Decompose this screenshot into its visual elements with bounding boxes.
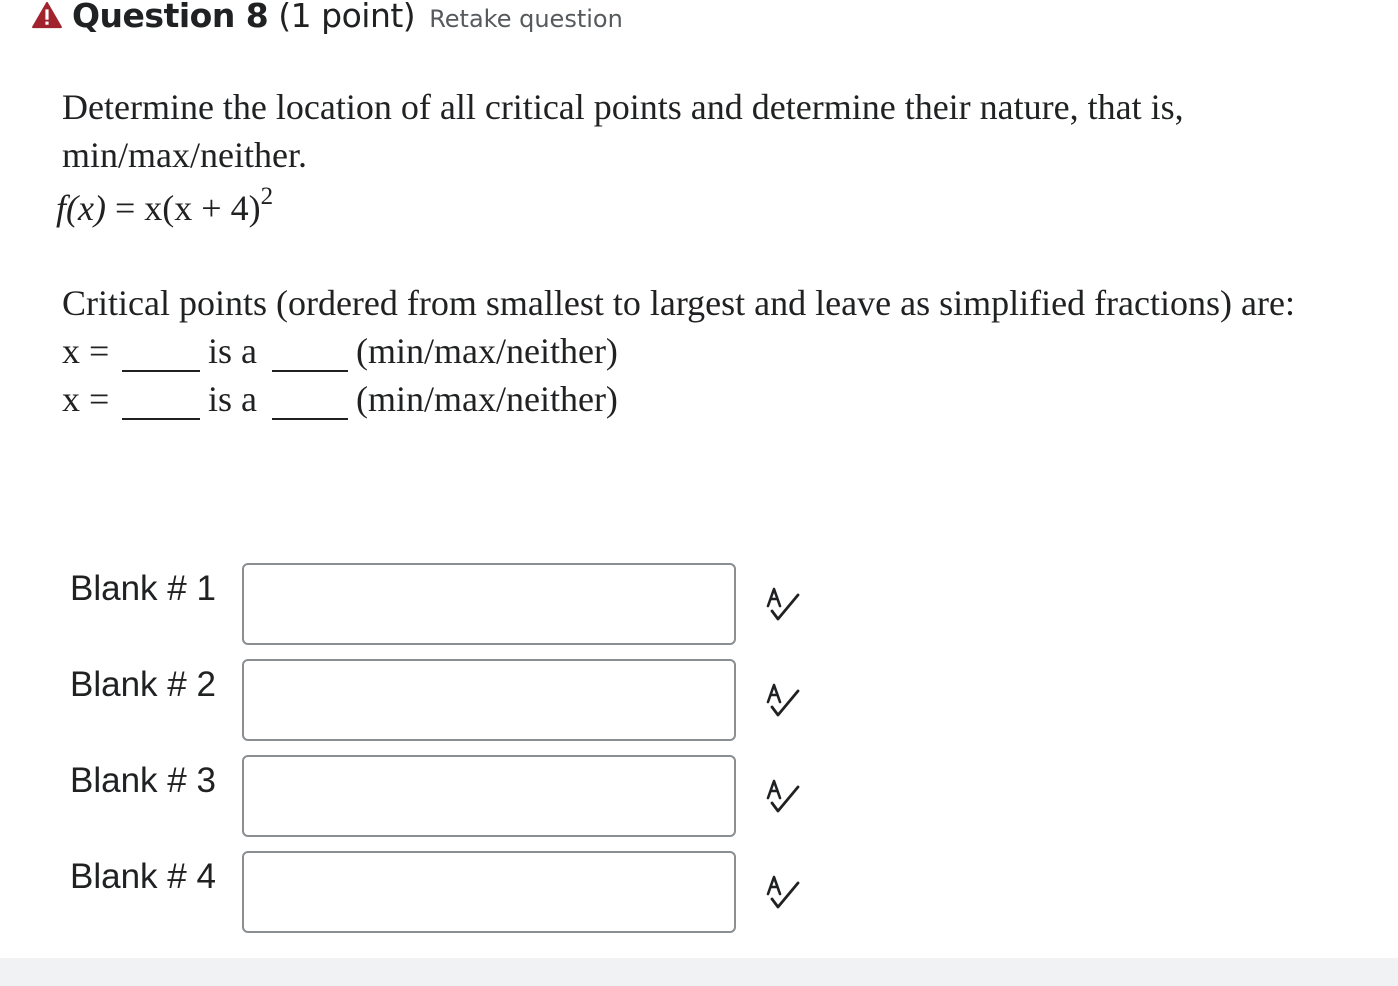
warning-triangle-icon [30,1,64,29]
spell-check-icon[interactable] [764,777,802,815]
critical-point-row-1 [62,330,762,374]
underline-blank [272,370,348,372]
function-definition [56,183,274,229]
prompt-line-2: min/max/neither. [62,135,307,175]
blank-label-4: Blank # 4 [70,857,216,896]
retake-question-link[interactable]: Retake question [429,5,623,33]
is-a-label: is a [208,379,257,419]
instructions: Critical points (ordered from smallest to largest and leave as simplified fractions) are: [62,283,1295,323]
question-header [30,0,623,40]
blank-label-2: Blank # 2 [70,665,216,704]
blank-input-2[interactable] [242,659,736,741]
footer-band [0,958,1398,986]
blank-input-4[interactable] [242,851,736,933]
x-equals-label: x = [62,379,110,419]
critical-point-row-2 [62,378,762,422]
blank-input-3[interactable] [242,755,736,837]
blank-label-1: Blank # 1 [70,569,216,608]
nature-choices: (min/max/neither) [356,379,618,419]
function-name: f(x) [56,188,106,228]
question-title: Question 8 [72,0,269,35]
blank-row-2 [0,659,900,743]
question-points: (1 point) [278,0,416,35]
x-equals-label: x = [62,331,110,371]
function-expression: = x(x + 4) [105,188,261,228]
nature-choices: (min/max/neither) [356,331,618,371]
spell-check-icon[interactable] [764,873,802,911]
blank-row-1 [0,563,900,647]
prompt-line-1: Determine the location of all critical points and determine their nature, that is, [62,87,1184,127]
blank-input-1[interactable] [242,563,736,645]
is-a-label: is a [208,331,257,371]
function-exponent: 2 [260,183,274,210]
blank-label-3: Blank # 3 [70,761,216,800]
underline-blank [122,370,200,372]
spell-check-icon[interactable] [764,585,802,623]
blank-row-4 [0,851,900,935]
spell-check-icon[interactable] [764,681,802,719]
blank-row-3 [0,755,900,839]
underline-blank [272,418,348,420]
underline-blank [122,418,200,420]
